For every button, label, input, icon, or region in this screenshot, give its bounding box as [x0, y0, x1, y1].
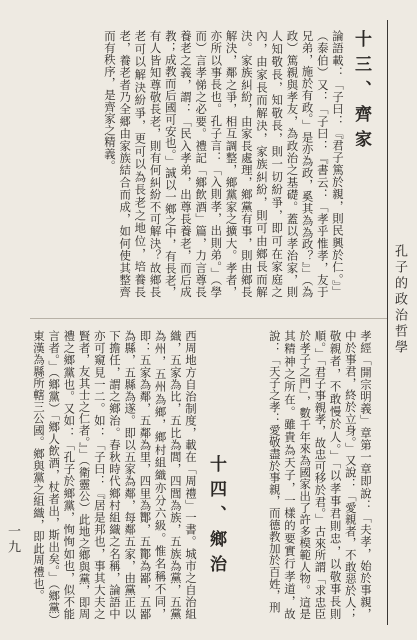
header-divider — [387, 20, 388, 625]
section-13-continued: 孝經「開宗明義」章第一章即說：「夫孝，始於事親，中於事君，終於立身。」又說：「愛親者，不敢惡於人；敬親者，不敢慢於人。」「以孝事君則忠，以敬事長則順。」「君子事親孝，故忠可移於君。」古來所謂「求忠臣於孝子之門」，數千年來為國家出了許多模範人物。這是其精神之所在。雖貴為天子，一樣的要實行孝道，故說：「天子之孝：愛敬盡於事親，而德教加於百姓，刑 — [267, 330, 373, 620]
page-number: 一九 — [5, 524, 20, 556]
horizontal-rule — [30, 318, 387, 319]
section-13-text: 論語載：「子曰：『君子篤於親，則民興於仁。』」（泰伯）又：「子曰：『書云：「孝乎惟孝，友于兄弟，施於有政。」是亦為政，奚其為為政？』」（為政）篤親與孝友，為政治之基礎。蓋以孝治家，則人知敬長，知敬長，則一切紛爭，即可在家庭之內，由家長而解決，家族糾紛，則可由鄉長而解決。家族糾紛，由家長處理，鄉黨有事，則由鄉長解決，鄰之爭，相互調整，鄉黨家之擴大。孝者，亦所以事長也。孔子言：「入則孝，出則弟。」（學而）言孝悌之必要。禮記「鄉飲酒」篇，力言尊長養老之義，謂：「民入孝弟，出尊長養老，而后成教；成教而后國可安也。」誠以一鄉之中，有長老，有人皆知尊敬長老，則有何糾紛不可解決？故鄉長老可以解決紛爭，更可以為長老之地位，培養長老，養老者乃全郷由家族結合而成，如何使其整齊而有秩序，是齊家之精義。 — [102, 30, 345, 298]
section-13-title: 十三、齊家 — [351, 30, 371, 155]
section-14-text: 西周地方自治制度，載在「周禮」一書。城市之自治組織，五家為比，五比為閭，四閭為族，五族為黨，五黨為州，五州為鄉，鄉村組織亦分六級。惟名稱不同，即：五家為鄰，五鄰為里，四里為酇，五酇為鄙，五鄙為縣，五縣為遂。即以五家為鄰，每鄰五家，由黨正以下擔任，謂之鄉治。春秋時代鄉村組織之名稱，論語中亦可窺見一二。如：「子曰：『居是邦也，事其大夫之賢者，友其士之仁者。』」（衛靈公）此地之鄉與黨，即周禮之鄉黨也。又如：「孔子於鄉黨，恂恂如也，似不能言者。」（鄉黨）「鄉人飲酒，杖者出，斯出矣。」（鄉黨）東漢為縣所轄三公國。鄉與黨之組織，即此周禮也。 — [31, 330, 198, 620]
section-14-title: 十四、鄉治 — [206, 455, 226, 580]
running-header: 孔子的政治哲學 — [392, 244, 407, 356]
